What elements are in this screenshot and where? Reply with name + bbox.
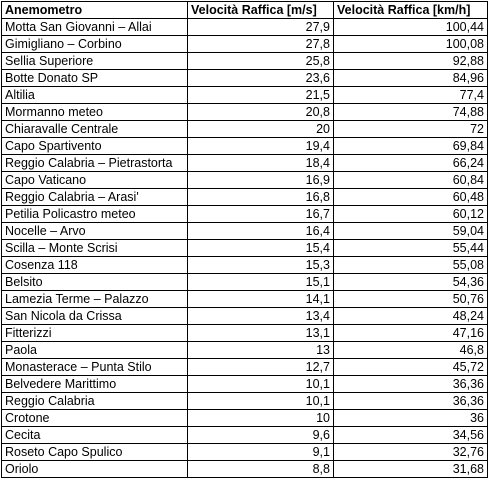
gust-kmh: 92,88: [334, 53, 488, 70]
gust-ms: 14,1: [188, 291, 334, 308]
table-row: [2, 155, 488, 172]
gust-kmh: 36: [334, 410, 488, 427]
station-name: Reggio Calabria – Arasi': [2, 189, 188, 206]
station-name: Motta San Giovanni – Allai: [2, 19, 188, 36]
station-name: San Nicola da Crissa: [2, 308, 188, 325]
gust-ms: 15,1: [188, 274, 334, 291]
gust-ms: 23,6: [188, 70, 334, 87]
table-row: [2, 87, 488, 104]
station-name: Cosenza 118: [2, 257, 188, 274]
gust-kmh: 32,76: [334, 444, 488, 461]
station-name: Gimigliano – Corbino: [2, 36, 188, 53]
table-row: [2, 274, 488, 291]
gust-ms: 21,5: [188, 87, 334, 104]
station-name: Capo Vaticano: [2, 172, 188, 189]
table-row: [2, 189, 488, 206]
gust-ms: 16,7: [188, 206, 334, 223]
header-station: Anemometro: [2, 2, 188, 19]
gust-kmh: 60,84: [334, 172, 488, 189]
table-row: [2, 240, 488, 257]
gust-ms: 27,9: [188, 19, 334, 36]
table-row: [2, 223, 488, 240]
station-name: Reggio Calabria: [2, 393, 188, 410]
gust-kmh: 46,8: [334, 342, 488, 359]
gust-ms: 20: [188, 121, 334, 138]
table-row: [2, 70, 488, 87]
table-row: [2, 121, 488, 138]
gust-kmh: 77,4: [334, 87, 488, 104]
gust-kmh: 48,24: [334, 308, 488, 325]
gust-kmh: 55,44: [334, 240, 488, 257]
header-gust-ms: Velocità Raffica [m/s]: [188, 2, 334, 19]
gust-kmh: 45,72: [334, 359, 488, 376]
table-row: [2, 36, 488, 53]
gust-kmh: 31,68: [334, 461, 488, 478]
gust-kmh: 59,04: [334, 223, 488, 240]
gust-ms: 18,4: [188, 155, 334, 172]
table-row: [2, 325, 488, 342]
gust-ms: 9,6: [188, 427, 334, 444]
gust-ms: 12,7: [188, 359, 334, 376]
gust-ms: 13: [188, 342, 334, 359]
table-row: [2, 376, 488, 393]
gust-kmh: 36,36: [334, 393, 488, 410]
station-name: Lamezia Terme – Palazzo: [2, 291, 188, 308]
table-row: [2, 206, 488, 223]
gust-ms: 13,1: [188, 325, 334, 342]
station-name: Sellia Superiore: [2, 53, 188, 70]
station-name: Cecita: [2, 427, 188, 444]
table-row: [2, 19, 488, 36]
gust-ms: 15,4: [188, 240, 334, 257]
table-row: [2, 257, 488, 274]
table-row: [2, 461, 488, 478]
table-row: [2, 427, 488, 444]
gust-kmh: 100,08: [334, 36, 488, 53]
station-name: Reggio Calabria – Pietrastorta: [2, 155, 188, 172]
gust-ms: 10,1: [188, 376, 334, 393]
gust-ms: 10,1: [188, 393, 334, 410]
gust-ms: 9,1: [188, 444, 334, 461]
table-row: [2, 308, 488, 325]
station-name: Capo Spartivento: [2, 138, 188, 155]
station-name: Belvedere Marittimo: [2, 376, 188, 393]
wind-gust-table: [1, 1, 488, 478]
gust-ms: 19,4: [188, 138, 334, 155]
station-name: Monasterace – Punta Stilo: [2, 359, 188, 376]
table-row: [2, 342, 488, 359]
gust-kmh: 36,36: [334, 376, 488, 393]
station-name: Petilia Policastro meteo: [2, 206, 188, 223]
gust-kmh: 47,16: [334, 325, 488, 342]
header-gust-kmh: Velocità Raffica [km/h]: [334, 2, 488, 19]
station-name: Chiaravalle Centrale: [2, 121, 188, 138]
station-name: Roseto Capo Spulico: [2, 444, 188, 461]
gust-kmh: 69,84: [334, 138, 488, 155]
gust-kmh: 54,36: [334, 274, 488, 291]
gust-ms: 16,4: [188, 223, 334, 240]
gust-kmh: 55,08: [334, 257, 488, 274]
gust-ms: 16,8: [188, 189, 334, 206]
gust-kmh: 100,44: [334, 19, 488, 36]
gust-kmh: 60,12: [334, 206, 488, 223]
gust-kmh: 72: [334, 121, 488, 138]
station-name: Scilla – Monte Scrisi: [2, 240, 188, 257]
gust-ms: 20,8: [188, 104, 334, 121]
gust-ms: 8,8: [188, 461, 334, 478]
station-name: Nocelle – Arvo: [2, 223, 188, 240]
gust-ms: 27,8: [188, 36, 334, 53]
station-name: Fitterizzi: [2, 325, 188, 342]
gust-kmh: 66,24: [334, 155, 488, 172]
station-name: Oriolo: [2, 461, 188, 478]
table-row: [2, 104, 488, 121]
station-name: Paola: [2, 342, 188, 359]
table-row: [2, 138, 488, 155]
gust-kmh: 50,76: [334, 291, 488, 308]
header-row: [2, 2, 488, 19]
table-row: [2, 291, 488, 308]
station-name: Botte Donato SP: [2, 70, 188, 87]
table-row: [2, 410, 488, 427]
gust-ms: 13,4: [188, 308, 334, 325]
gust-ms: 16,9: [188, 172, 334, 189]
gust-kmh: 60,48: [334, 189, 488, 206]
station-name: Belsito: [2, 274, 188, 291]
station-name: Crotone: [2, 410, 188, 427]
station-name: Altilia: [2, 87, 188, 104]
table-row: [2, 53, 488, 70]
gust-kmh: 34,56: [334, 427, 488, 444]
table-row: [2, 444, 488, 461]
gust-ms: 10: [188, 410, 334, 427]
table-row: [2, 359, 488, 376]
gust-kmh: 84,96: [334, 70, 488, 87]
table-row: [2, 393, 488, 410]
station-name: Mormanno meteo: [2, 104, 188, 121]
gust-ms: 15,3: [188, 257, 334, 274]
gust-ms: 25,8: [188, 53, 334, 70]
gust-kmh: 74,88: [334, 104, 488, 121]
table-row: [2, 172, 488, 189]
